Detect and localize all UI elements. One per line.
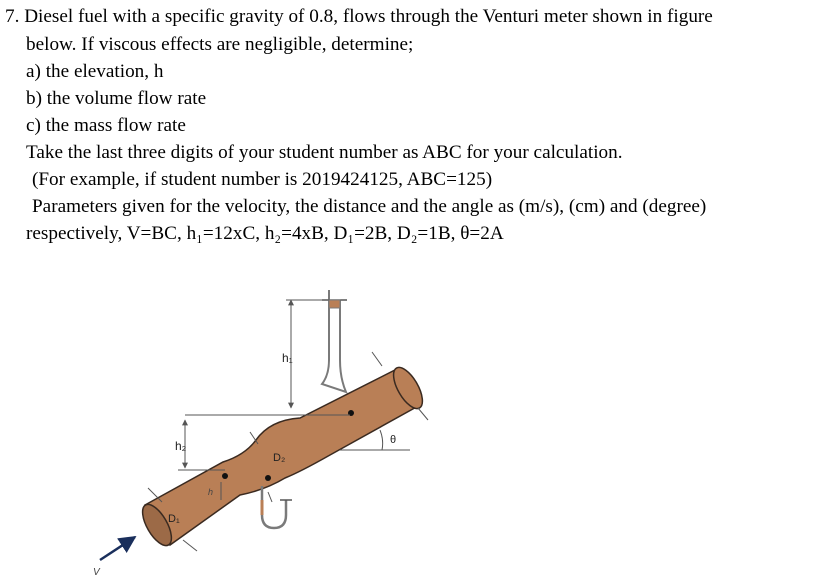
label-theta: θ bbox=[390, 434, 397, 446]
problem-part-b: b) the volume flow rate bbox=[26, 88, 207, 109]
problem-part-c: c) the mass flow rate bbox=[26, 115, 186, 136]
manometer-tube bbox=[322, 290, 347, 392]
tap-point-throat bbox=[265, 475, 271, 481]
tap-point-1 bbox=[222, 473, 228, 479]
problem-line-2: below. If viscous effects are negligible, determine; bbox=[26, 34, 414, 55]
problem-parameter-values: respectively, V=BC, h₁=12xC, h₂=4xB, D₁=2B, D₂=1B, θ=2A bbox=[26, 223, 504, 244]
problem-parameters: Parameters given for the velocity, the distance and the angle as (m/s), (cm) and (degree) bbox=[32, 196, 707, 217]
label-V: V bbox=[93, 567, 100, 578]
label-h2: h₂ bbox=[175, 439, 187, 453]
problem-part-a: a) the elevation, h bbox=[26, 61, 164, 82]
u-tube-manometer bbox=[262, 486, 292, 528]
label-D2: D₂ bbox=[273, 452, 286, 464]
problem-instruction: Take the last three digits of your student number as ABC for your calculation. bbox=[26, 142, 623, 163]
label-h1: h₁ bbox=[282, 351, 293, 365]
problem-line-1: 7. Diesel fuel with a specific gravity of 0.8, flows through the Venturi meter shown in figure bbox=[5, 6, 713, 27]
label-D1: D₁ bbox=[168, 513, 180, 525]
label-h: h bbox=[208, 487, 214, 497]
problem-example: (For example, if student number is 2019424125, ABC=125) bbox=[32, 169, 493, 190]
inflow-arrow bbox=[100, 537, 135, 560]
